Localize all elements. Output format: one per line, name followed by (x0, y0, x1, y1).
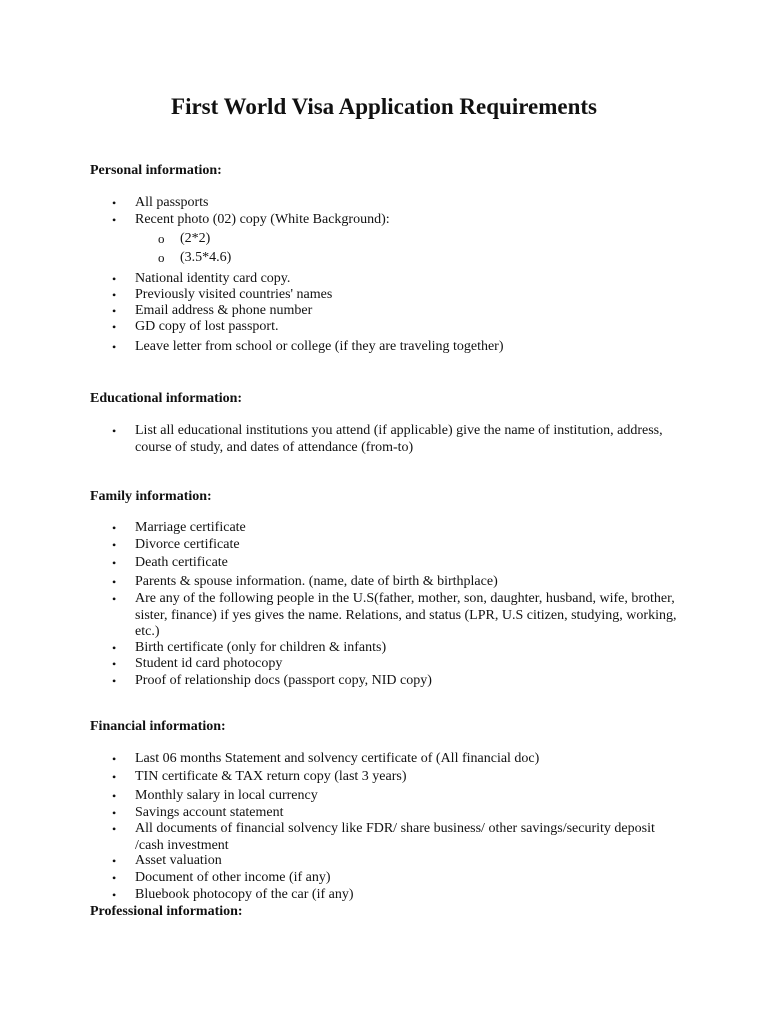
bullet-icon: • (112, 272, 117, 286)
bullet-icon: • (112, 806, 117, 820)
list-item: List all educational institutions you attend (if applicable) give the name of institution, address, course of study, and dates of attendance (from-to) (135, 423, 663, 455)
bullet-icon: • (112, 288, 117, 302)
list-item: GD copy of lost passport. (135, 319, 279, 334)
section-heading-financial: Financial information: (90, 719, 226, 734)
list-item: Parents & spouse information. (name, date of birth & birthplace) (135, 574, 498, 589)
bullet-icon: • (112, 196, 117, 210)
list-item: Email address & phone number (135, 303, 313, 318)
list-item: Savings account statement (135, 805, 284, 820)
circle-bullet-icon: o (158, 231, 165, 246)
bullet-icon: • (112, 424, 117, 438)
bullet-icon: • (112, 538, 117, 552)
section-heading-professional: Professional information: (90, 904, 243, 919)
bullet-icon: • (112, 871, 117, 885)
list-item: Bluebook photocopy of the car (if any) (135, 887, 354, 902)
list-item: All passports (135, 195, 209, 210)
bullet-icon: • (112, 752, 117, 766)
list-item: Leave letter from school or college (if they are traveling together) (135, 339, 504, 354)
list-item: Proof of relationship docs (passport copy, NID copy) (135, 673, 432, 688)
bullet-icon: • (112, 822, 117, 836)
section-heading-family: Family information: (90, 489, 212, 504)
bullet-icon: • (112, 521, 117, 535)
list-item: Previously visited countries' names (135, 287, 333, 302)
bullet-icon: • (112, 674, 117, 688)
list-item: Asset valuation (135, 853, 222, 868)
bullet-icon: • (112, 556, 117, 570)
bullet-icon: • (112, 340, 117, 354)
bullet-icon: • (112, 770, 117, 784)
list-item: Last 06 months Statement and solvency certificate of (All financial doc) (135, 751, 540, 766)
bullet-icon: • (112, 304, 117, 318)
bullet-icon: • (112, 592, 117, 606)
list-item: Are any of the following people in the U.S(father, mother, son, daughter, husband, wife, brother, sister, finance) if yes gives the name. Relations, and status (LPR, U.S citizen, studying, working, etc.) (135, 591, 677, 639)
section-heading-educational: Educational information: (90, 391, 243, 406)
bullet-icon: • (112, 657, 117, 671)
list-item: Marriage certificate (135, 520, 246, 535)
bullet-icon: • (112, 213, 117, 227)
list-item: TIN certificate & TAX return copy (last 3 years) (135, 769, 407, 784)
list-item: All documents of financial solvency like FDR/ share business/ other savings/security deposit /cash investment (135, 821, 655, 853)
bullet-icon: • (112, 320, 117, 334)
list-item: Student id card photocopy (135, 656, 283, 671)
list-item: Recent photo (02) copy (White Background): (135, 212, 390, 227)
sub-list-item: (2*2) (180, 231, 211, 246)
page-title: First World Visa Application Requirements (171, 94, 597, 119)
bullet-icon: • (112, 575, 117, 589)
list-item: Document of other income (if any) (135, 870, 331, 885)
list-item: Death certificate (135, 555, 228, 570)
list-item: Monthly salary in local currency (135, 788, 318, 803)
section-heading-personal: Personal information: (90, 163, 222, 178)
bullet-icon: • (112, 888, 117, 902)
bullet-icon: • (112, 789, 117, 803)
circle-bullet-icon: o (158, 250, 165, 265)
list-item: Birth certificate (only for children & infants) (135, 640, 387, 655)
list-item: National identity card copy. (135, 271, 291, 286)
bullet-icon: • (112, 641, 117, 655)
bullet-icon: • (112, 854, 117, 868)
sub-list-item: (3.5*4.6) (180, 250, 232, 265)
list-item: Divorce certificate (135, 537, 240, 552)
